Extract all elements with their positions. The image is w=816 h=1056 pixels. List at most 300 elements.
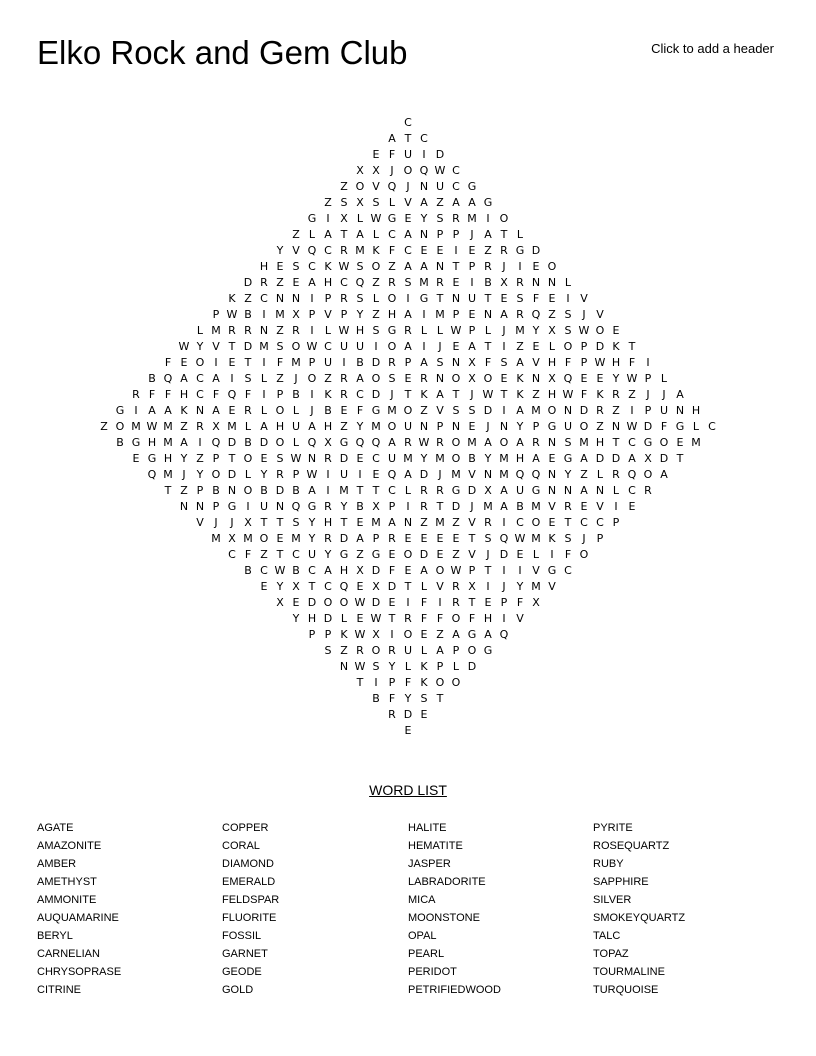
puzzle-letter: P [324, 292, 332, 305]
puzzle-letter: P [292, 468, 300, 481]
puzzle-letter: F [532, 292, 540, 305]
puzzle-letter: A [468, 340, 476, 353]
puzzle-letter: X [484, 484, 492, 497]
puzzle-letter: P [276, 388, 284, 401]
puzzle-letter: N [675, 404, 685, 417]
puzzle-letter: O [371, 260, 381, 273]
puzzle-row [384, 131, 432, 147]
puzzle-letter: G [419, 292, 429, 305]
puzzle-letter: D [371, 564, 381, 577]
word-list-item: TURQUOISE [593, 984, 659, 996]
puzzle-letter: S [452, 404, 460, 417]
puzzle-letter: R [324, 500, 332, 513]
puzzle-letter: O [563, 340, 573, 353]
puzzle-letter: A [388, 516, 396, 529]
puzzle-letter: Q [499, 628, 509, 641]
puzzle-letter: Y [276, 580, 284, 593]
puzzle-letter: U [403, 420, 413, 433]
puzzle-letter: F [244, 388, 252, 401]
puzzle-letter: Y [420, 452, 428, 465]
puzzle-letter: E [132, 452, 140, 465]
puzzle-letter: A [388, 132, 396, 145]
puzzle-letter: L [420, 324, 428, 337]
puzzle-letter: P [468, 564, 476, 577]
puzzle-letter: Z [580, 468, 588, 481]
puzzle-letter: W [338, 324, 350, 337]
puzzle-letter: P [644, 404, 652, 417]
puzzle-letter: N [227, 484, 237, 497]
puzzle-letter: L [388, 196, 396, 209]
puzzle-letter: H [483, 612, 493, 625]
puzzle-letter: A [404, 468, 412, 481]
word-list-item: AUQUAMARINE [37, 912, 119, 924]
puzzle-row [240, 563, 576, 579]
puzzle-letter: X [356, 196, 364, 209]
puzzle-letter: A [516, 404, 524, 417]
puzzle-letter: H [611, 356, 621, 369]
puzzle-letter: O [579, 420, 589, 433]
puzzle-letter: M [403, 452, 413, 465]
puzzle-letter: Y [356, 420, 364, 433]
puzzle-letter: N [483, 308, 493, 321]
puzzle-letter: M [579, 436, 589, 449]
puzzle-letter: X [468, 356, 476, 369]
puzzle-letter: C [452, 164, 460, 177]
puzzle-letter: S [500, 356, 508, 369]
puzzle-letter: M [387, 404, 397, 417]
puzzle-letter: R [276, 468, 284, 481]
puzzle-letter: A [388, 436, 396, 449]
puzzle-letter: E [468, 308, 476, 321]
puzzle-letter: W [482, 388, 494, 401]
puzzle-letter: C [372, 452, 380, 465]
puzzle-row [368, 691, 448, 707]
puzzle-letter: X [548, 324, 556, 337]
puzzle-letter: I [262, 308, 266, 321]
puzzle-letter: K [612, 340, 620, 353]
puzzle-letter: M [211, 532, 221, 545]
puzzle-letter: U [291, 420, 301, 433]
puzzle-row [128, 387, 688, 403]
puzzle-letter: J [470, 388, 474, 401]
puzzle-letter: W [450, 564, 462, 577]
puzzle-letter: R [516, 276, 524, 289]
word-list-item: MOONSTONE [408, 912, 480, 924]
puzzle-letter: B [468, 452, 476, 465]
puzzle-letter: K [516, 372, 524, 385]
word-list-item: MICA [408, 894, 436, 906]
puzzle-letter: M [483, 500, 493, 513]
puzzle-letter: G [371, 548, 381, 561]
puzzle-letter: E [516, 548, 524, 561]
puzzle-letter: S [356, 260, 364, 273]
puzzle-letter: V [532, 356, 540, 369]
word-list-item: PYRITE [593, 822, 633, 834]
puzzle-letter: A [308, 484, 316, 497]
puzzle-letter: I [326, 484, 330, 497]
puzzle-letter: O [211, 468, 221, 481]
puzzle-letter: T [500, 228, 508, 241]
puzzle-letter: W [290, 452, 302, 465]
puzzle-letter: Z [356, 548, 364, 561]
puzzle-row [192, 515, 624, 531]
puzzle-letter: O [259, 532, 269, 545]
puzzle-letter: N [275, 292, 285, 305]
puzzle-letter: C [356, 388, 364, 401]
puzzle-letter: A [532, 452, 540, 465]
puzzle-letter: E [580, 372, 588, 385]
puzzle-letter: P [388, 676, 396, 689]
puzzle-letter: R [436, 436, 444, 449]
puzzle-letter: Z [388, 260, 396, 273]
puzzle-letter: A [212, 404, 220, 417]
puzzle-letter: S [372, 324, 380, 337]
puzzle-letter: T [468, 532, 476, 545]
puzzle-letter: V [468, 548, 476, 561]
puzzle-letter: C [196, 388, 204, 401]
puzzle-letter: A [356, 372, 364, 385]
puzzle-letter: Z [324, 372, 332, 385]
puzzle-letter: I [390, 628, 394, 641]
puzzle-letter: T [628, 340, 636, 353]
puzzle-letter: T [612, 436, 620, 449]
puzzle-letter: R [644, 484, 652, 497]
puzzle-letter: G [531, 484, 541, 497]
puzzle-letter: F [388, 564, 396, 577]
puzzle-letter: A [212, 372, 220, 385]
puzzle-letter: L [340, 612, 348, 625]
puzzle-letter: O [403, 404, 413, 417]
puzzle-letter: U [307, 548, 317, 561]
puzzle-letter: L [292, 404, 300, 417]
puzzle-letter: M [499, 452, 509, 465]
puzzle-letter: R [388, 644, 396, 657]
puzzle-letter: O [243, 452, 253, 465]
puzzle-letter: L [404, 660, 412, 673]
puzzle-letter: R [292, 324, 300, 337]
puzzle-letter: D [403, 708, 413, 721]
puzzle-letter: S [564, 436, 572, 449]
puzzle-row [304, 211, 512, 227]
word-list-item: FOSSIL [222, 930, 262, 942]
puzzle-letter: Y [404, 692, 412, 705]
puzzle-letter: L [420, 644, 428, 657]
puzzle-row [256, 579, 560, 595]
puzzle-letter: C [388, 484, 396, 497]
puzzle-letter: D [467, 484, 477, 497]
puzzle-letter: G [483, 644, 493, 657]
puzzle-letter: I [374, 340, 378, 353]
puzzle-letter: L [612, 484, 620, 497]
puzzle-letter: O [451, 436, 461, 449]
puzzle-letter: L [532, 548, 540, 561]
puzzle-letter: A [260, 420, 268, 433]
word-list-item: TOURMALINE [593, 966, 665, 978]
puzzle-letter: R [388, 276, 396, 289]
puzzle-letter: R [484, 516, 492, 529]
puzzle-letter: G [307, 212, 317, 225]
puzzle-letter: F [516, 596, 524, 609]
puzzle-letter: R [356, 644, 364, 657]
puzzle-letter: A [516, 356, 524, 369]
add-header-placeholder[interactable]: Click to add a header [651, 41, 774, 56]
puzzle-letter: T [276, 548, 284, 561]
puzzle-letter: O [579, 548, 589, 561]
puzzle-letter: M [163, 468, 173, 481]
puzzle-letter: N [451, 292, 461, 305]
puzzle-letter: V [436, 580, 444, 593]
puzzle-letter: J [646, 388, 650, 401]
puzzle-letter: J [502, 580, 506, 593]
puzzle-letter: I [550, 548, 554, 561]
puzzle-letter: Z [180, 484, 188, 497]
puzzle-letter: D [275, 484, 285, 497]
puzzle-letter: N [435, 372, 445, 385]
puzzle-letter: Q [627, 468, 637, 481]
puzzle-letter: A [308, 420, 316, 433]
puzzle-letter: N [611, 420, 621, 433]
puzzle-letter: A [356, 532, 364, 545]
puzzle-letter: R [420, 500, 428, 513]
puzzle-letter: M [467, 212, 477, 225]
puzzle-letter: D [419, 548, 429, 561]
puzzle-letter: I [422, 308, 426, 321]
puzzle-letter: A [516, 436, 524, 449]
puzzle-letter: P [468, 260, 476, 273]
puzzle-letter: T [164, 484, 172, 497]
puzzle-letter: I [310, 292, 314, 305]
puzzle-letter: S [276, 452, 284, 465]
puzzle-letter: L [324, 324, 332, 337]
puzzle-letter: Y [196, 468, 204, 481]
puzzle-letter: Y [564, 468, 572, 481]
puzzle-letter: F [164, 388, 172, 401]
puzzle-letter: B [484, 276, 492, 289]
word-search-grid [0, 115, 816, 740]
puzzle-letter: V [468, 516, 476, 529]
puzzle-letter: T [564, 516, 572, 529]
puzzle-letter: H [547, 356, 557, 369]
puzzle-letter: D [243, 340, 253, 353]
puzzle-letter: M [339, 484, 349, 497]
puzzle-letter: M [691, 436, 701, 449]
puzzle-letter: G [643, 436, 653, 449]
puzzle-letter: V [548, 580, 556, 593]
puzzle-row [384, 707, 432, 723]
puzzle-row [272, 595, 544, 611]
puzzle-letter: H [179, 388, 189, 401]
puzzle-row [144, 371, 672, 387]
puzzle-letter: L [244, 468, 252, 481]
puzzle-letter: H [595, 436, 605, 449]
puzzle-letter: J [438, 468, 442, 481]
puzzle-letter: D [435, 148, 445, 161]
puzzle-letter: M [291, 532, 301, 545]
puzzle-letter: X [468, 372, 476, 385]
word-list-column-4 [593, 819, 773, 999]
puzzle-letter: E [676, 436, 684, 449]
puzzle-letter: A [356, 228, 364, 241]
puzzle-letter: E [452, 340, 460, 353]
puzzle-letter: P [500, 596, 508, 609]
puzzle-letter: G [483, 196, 493, 209]
puzzle-letter: E [292, 276, 300, 289]
puzzle-letter: G [307, 500, 317, 513]
puzzle-letter: O [387, 292, 397, 305]
puzzle-letter: S [468, 404, 476, 417]
puzzle-letter: E [276, 532, 284, 545]
word-list-item: ROSEQUARTZ [593, 840, 670, 852]
puzzle-row [224, 291, 592, 307]
puzzle-letter: O [451, 612, 461, 625]
puzzle-row [208, 307, 608, 323]
puzzle-letter: B [244, 564, 252, 577]
puzzle-letter: V [212, 340, 220, 353]
puzzle-letter: X [212, 420, 220, 433]
puzzle-letter: P [212, 500, 220, 513]
puzzle-letter: Q [307, 436, 317, 449]
puzzle-letter: Q [563, 372, 573, 385]
puzzle-letter: A [580, 452, 588, 465]
puzzle-letter: H [323, 420, 333, 433]
puzzle-letter: M [515, 324, 525, 337]
puzzle-letter: U [515, 484, 525, 497]
puzzle-letter: P [580, 356, 588, 369]
word-list-item: AMBER [37, 858, 77, 870]
puzzle-letter: S [292, 516, 300, 529]
puzzle-letter: V [436, 404, 444, 417]
puzzle-row [288, 227, 528, 243]
puzzle-letter: M [435, 308, 445, 321]
puzzle-letter: C [196, 372, 204, 385]
puzzle-letter: S [420, 692, 428, 705]
puzzle-letter: H [691, 404, 701, 417]
puzzle-letter: H [547, 388, 557, 401]
puzzle-letter: R [452, 596, 460, 609]
puzzle-letter: W [434, 164, 446, 177]
puzzle-letter: O [403, 164, 413, 177]
puzzle-letter: E [356, 516, 364, 529]
puzzle-letter: H [323, 276, 333, 289]
puzzle-letter: J [470, 500, 474, 513]
puzzle-letter: N [291, 292, 301, 305]
puzzle-letter: O [595, 324, 605, 337]
puzzle-letter: B [244, 308, 252, 321]
puzzle-letter: X [292, 308, 300, 321]
puzzle-letter: C [404, 116, 412, 129]
puzzle-letter: Z [628, 388, 636, 401]
puzzle-letter: G [131, 436, 141, 449]
puzzle-letter: O [403, 628, 413, 641]
puzzle-letter: O [435, 676, 445, 689]
puzzle-letter: A [484, 436, 492, 449]
puzzle-letter: P [580, 340, 588, 353]
puzzle-letter: X [340, 212, 348, 225]
puzzle-letter: X [372, 628, 380, 641]
puzzle-letter: M [435, 452, 445, 465]
puzzle-letter: E [292, 596, 300, 609]
word-list-item: AMMONITE [37, 894, 97, 906]
puzzle-letter: W [594, 356, 606, 369]
puzzle-letter: I [358, 468, 362, 481]
puzzle-letter: I [198, 436, 202, 449]
puzzle-letter: C [324, 580, 332, 593]
puzzle-letter: E [468, 420, 476, 433]
puzzle-letter: Z [244, 292, 252, 305]
puzzle-letter: M [275, 308, 285, 321]
puzzle-letter: F [276, 356, 284, 369]
puzzle-letter: P [324, 628, 332, 641]
puzzle-letter: A [580, 484, 588, 497]
puzzle-letter: A [420, 564, 428, 577]
puzzle-letter: Q [227, 388, 237, 401]
puzzle-letter: Z [532, 388, 540, 401]
puzzle-letter: B [292, 564, 300, 577]
puzzle-letter: N [451, 356, 461, 369]
puzzle-letter: M [243, 532, 253, 545]
puzzle-letter: W [562, 388, 574, 401]
puzzle-letter: E [404, 212, 412, 225]
puzzle-letter: P [212, 308, 220, 321]
puzzle-letter: A [500, 484, 508, 497]
puzzle-letter: I [310, 324, 314, 337]
puzzle-row [352, 163, 464, 179]
puzzle-letter: A [452, 628, 460, 641]
puzzle-row [112, 403, 704, 419]
puzzle-letter: K [548, 532, 556, 545]
puzzle-letter: R [340, 244, 348, 257]
puzzle-letter: P [612, 516, 620, 529]
puzzle-letter: N [195, 404, 205, 417]
puzzle-letter: N [563, 404, 573, 417]
puzzle-letter: C [260, 292, 268, 305]
puzzle-letter: O [387, 420, 397, 433]
puzzle-letter: B [356, 500, 364, 513]
puzzle-letter: E [372, 148, 380, 161]
puzzle-letter: J [502, 324, 506, 337]
puzzle-letter: K [324, 388, 332, 401]
puzzle-row [336, 179, 480, 195]
puzzle-letter: M [355, 244, 365, 257]
puzzle-letter: R [388, 356, 396, 369]
puzzle-letter: M [211, 324, 221, 337]
puzzle-letter: S [484, 532, 492, 545]
word-list-item: RUBY [593, 858, 624, 870]
word-list-item: AGATE [37, 822, 74, 834]
puzzle-letter: V [596, 308, 604, 321]
puzzle-letter: F [436, 612, 444, 625]
puzzle-letter: R [388, 532, 396, 545]
puzzle-row [160, 483, 656, 499]
puzzle-letter: J [486, 548, 490, 561]
puzzle-letter: I [262, 356, 266, 369]
puzzle-letter: B [372, 692, 380, 705]
puzzle-letter: N [595, 484, 605, 497]
puzzle-letter: N [419, 180, 429, 193]
puzzle-letter: Y [340, 500, 348, 513]
puzzle-letter: V [596, 500, 604, 513]
puzzle-letter: T [484, 340, 492, 353]
puzzle-letter: Q [387, 468, 397, 481]
puzzle-row [240, 275, 576, 291]
puzzle-letter: I [262, 388, 266, 401]
puzzle-letter: N [531, 372, 541, 385]
puzzle-letter: G [339, 548, 349, 561]
puzzle-letter: Z [596, 420, 604, 433]
puzzle-letter: I [470, 276, 474, 289]
puzzle-letter: D [643, 420, 653, 433]
puzzle-letter: G [339, 436, 349, 449]
